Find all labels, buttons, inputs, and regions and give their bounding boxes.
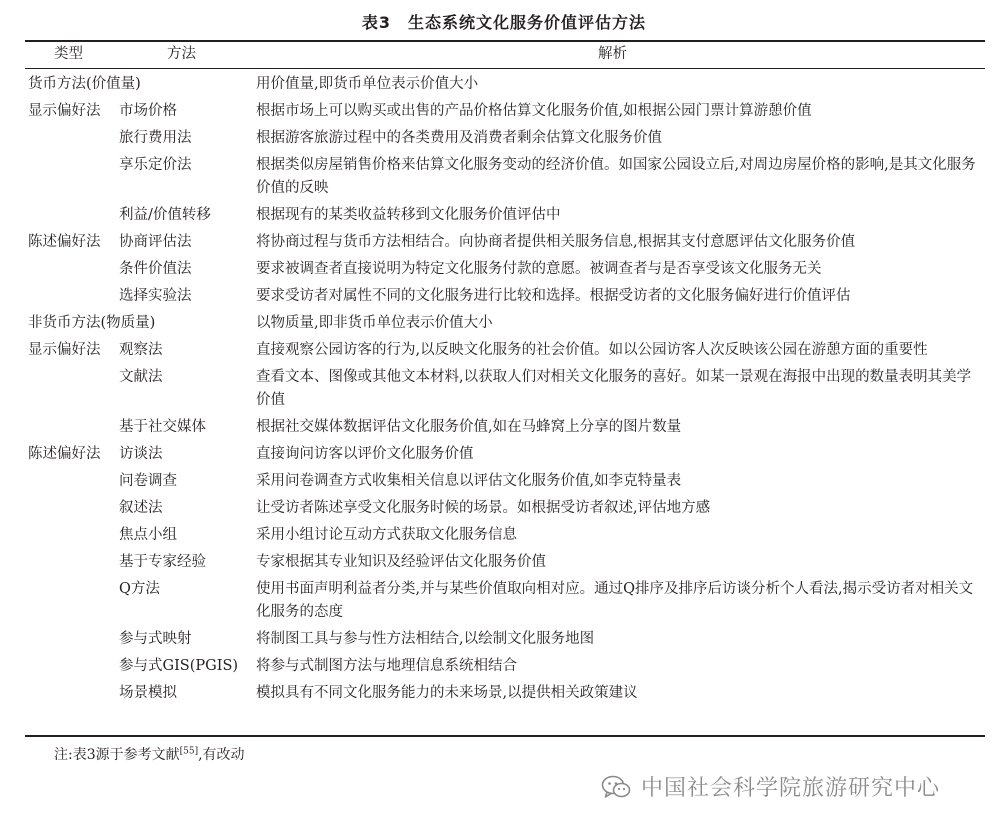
description-cell: 查看文本、图像或其他文本材料,以获取人们对相关文化服务的喜好。如某一景观在海报中出现的数量表明其美学价值 [256, 369, 972, 408]
table-row [28, 283, 978, 310]
type-cell [28, 202, 119, 229]
method-cell: 基于专家经验 [119, 554, 206, 570]
description-cell: 直接观察公园访客的行为,以反映文化服务的社会价值。如以公园访客人次反映该公园在游憩方面的重要性 [256, 342, 928, 358]
watermark-text: 中国社会科学院旅游研究中心 [641, 776, 941, 801]
table-title: 表3 生态系统文化服务价值评估方法 [361, 13, 647, 32]
header-type: 类型 [54, 46, 83, 62]
type-cell [28, 125, 119, 152]
category-cell: 非货币方法(物质量) [28, 315, 156, 331]
type-cell [28, 152, 119, 202]
description-cell: 使用书面声明利益者分类,并与某些价值取向相对应。通过Q排序及排序后访谈分析个人看法,揭示受访者对相关文化服务的态度 [256, 581, 974, 620]
category-cell: 货币方法(价值量) [28, 76, 141, 92]
description-cell: 用价值量,即货币单位表示价值大小 [256, 76, 479, 92]
table-row [28, 98, 978, 125]
method-cell: 条件价值法 [119, 261, 192, 277]
method-cell: 参与式映射 [119, 631, 192, 647]
table-row [28, 125, 978, 152]
type-cell [28, 576, 119, 626]
method-cell: 市场价格 [119, 103, 177, 119]
header-description: 解析 [598, 46, 627, 62]
note-suffix: ,有改动 [198, 747, 245, 763]
method-cell: Q方法 [119, 581, 160, 597]
description-cell: 将参与式制图方法与地理信息系统相结合 [256, 658, 518, 674]
table-row [28, 653, 978, 680]
type-cell [28, 549, 119, 576]
type-cell [28, 680, 119, 707]
type-cell: 显示偏好法 [28, 103, 101, 119]
type-cell [28, 653, 119, 680]
wechat-icon [601, 774, 631, 800]
type-cell: 陈述偏好法 [28, 234, 101, 250]
method-cell: 焦点小组 [119, 527, 177, 543]
method-cell: 问卷调查 [119, 473, 177, 489]
method-cell: 文献法 [119, 369, 163, 385]
type-cell [28, 522, 119, 549]
table-note [54, 744, 245, 764]
header-method: 方法 [167, 46, 196, 62]
type-cell [28, 283, 119, 310]
table-row [28, 414, 978, 441]
note-reference: [55] [179, 746, 199, 757]
description-cell: 要求受访者对属性不同的文化服务进行比较和选择。根据受访者的文化服务偏好进行价值评估 [256, 288, 851, 304]
method-cell: 选择实验法 [119, 288, 192, 304]
table-row [28, 549, 978, 576]
type-cell [28, 495, 119, 522]
method-cell: 享乐定价法 [119, 157, 192, 173]
method-cell: 参与式GIS(PGIS) [119, 658, 239, 674]
table-row [28, 576, 978, 626]
methods-table [28, 71, 978, 707]
description-cell: 让受访者陈述享受文化服务时候的场景。如根据受访者叙述,评估地方感 [256, 500, 711, 516]
method-cell: 访谈法 [119, 446, 163, 462]
table-row [28, 441, 978, 468]
method-cell: 利益/价值转移 [119, 207, 211, 223]
method-cell: 基于社交媒体 [119, 419, 206, 435]
description-cell: 根据市场上可以购买或出售的产品价格估算文化服务价值,如根据公园门票计算游憩价值 [256, 103, 812, 119]
table-row [28, 152, 978, 202]
table-row [28, 229, 978, 256]
table-row [28, 522, 978, 549]
description-cell: 采用问卷调查方式收集相关信息以评估文化服务价值,如李克特量表 [256, 473, 682, 489]
bottom-rule [25, 735, 985, 737]
method-cell: 观察法 [119, 342, 163, 358]
type-cell [28, 364, 119, 414]
description-cell: 要求被调查者直接说明为特定文化服务付款的意愿。被调查者与是否享受该文化服务无关 [256, 261, 822, 277]
type-cell [28, 414, 119, 441]
method-cell: 场景模拟 [119, 685, 177, 701]
header-rule [25, 68, 985, 69]
type-cell: 显示偏好法 [28, 342, 101, 358]
description-cell: 将协商过程与货币方法相结合。向协商者提供相关服务信息,根据其支付意愿评估文化服务价值 [256, 234, 856, 250]
table-row [28, 202, 978, 229]
table-row [28, 626, 978, 653]
description-cell: 直接询问访客以评价文化服务价值 [256, 446, 474, 462]
top-rule [25, 40, 985, 42]
description-cell: 根据游客旅游过程中的各类费用及消费者剩余估算文化服务价值 [256, 130, 663, 146]
type-cell [28, 256, 119, 283]
table-row [28, 468, 978, 495]
description-cell: 以物质量,即非货币单位表示价值大小 [256, 315, 493, 331]
category-row [28, 71, 978, 98]
type-cell: 陈述偏好法 [28, 446, 101, 462]
table-row [28, 364, 978, 414]
method-cell: 旅行费用法 [119, 130, 192, 146]
table-row [28, 495, 978, 522]
description-cell: 专家根据其专业知识及经验评估文化服务价值 [256, 554, 547, 570]
category-row [28, 310, 978, 337]
description-cell: 根据现有的某类收益转移到文化服务价值评估中 [256, 207, 561, 223]
watermark [601, 771, 940, 802]
description-cell: 根据社交媒体数据评估文化服务价值,如在马蜂窝上分享的图片数量 [256, 419, 682, 435]
table-row [28, 256, 978, 283]
table-row [28, 337, 978, 364]
note-text: 注:表3源于参考文献 [54, 747, 180, 763]
type-cell [28, 626, 119, 653]
description-cell: 根据类似房屋销售价格来估算文化服务变动的经济价值。如国家公园设立后,对周边房屋价格的影响,是其文化服务价值的反映 [256, 157, 976, 196]
table-row [28, 680, 978, 707]
method-cell: 叙述法 [119, 500, 163, 516]
description-cell: 采用小组讨论互动方式获取文化服务信息 [256, 527, 518, 543]
description-cell: 将制图工具与参与性方法相结合,以绘制文化服务地图 [256, 631, 595, 647]
type-cell [28, 468, 119, 495]
description-cell: 模拟具有不同文化服务能力的未来场景,以提供相关政策建议 [256, 685, 638, 701]
method-cell: 协商评估法 [119, 234, 192, 250]
